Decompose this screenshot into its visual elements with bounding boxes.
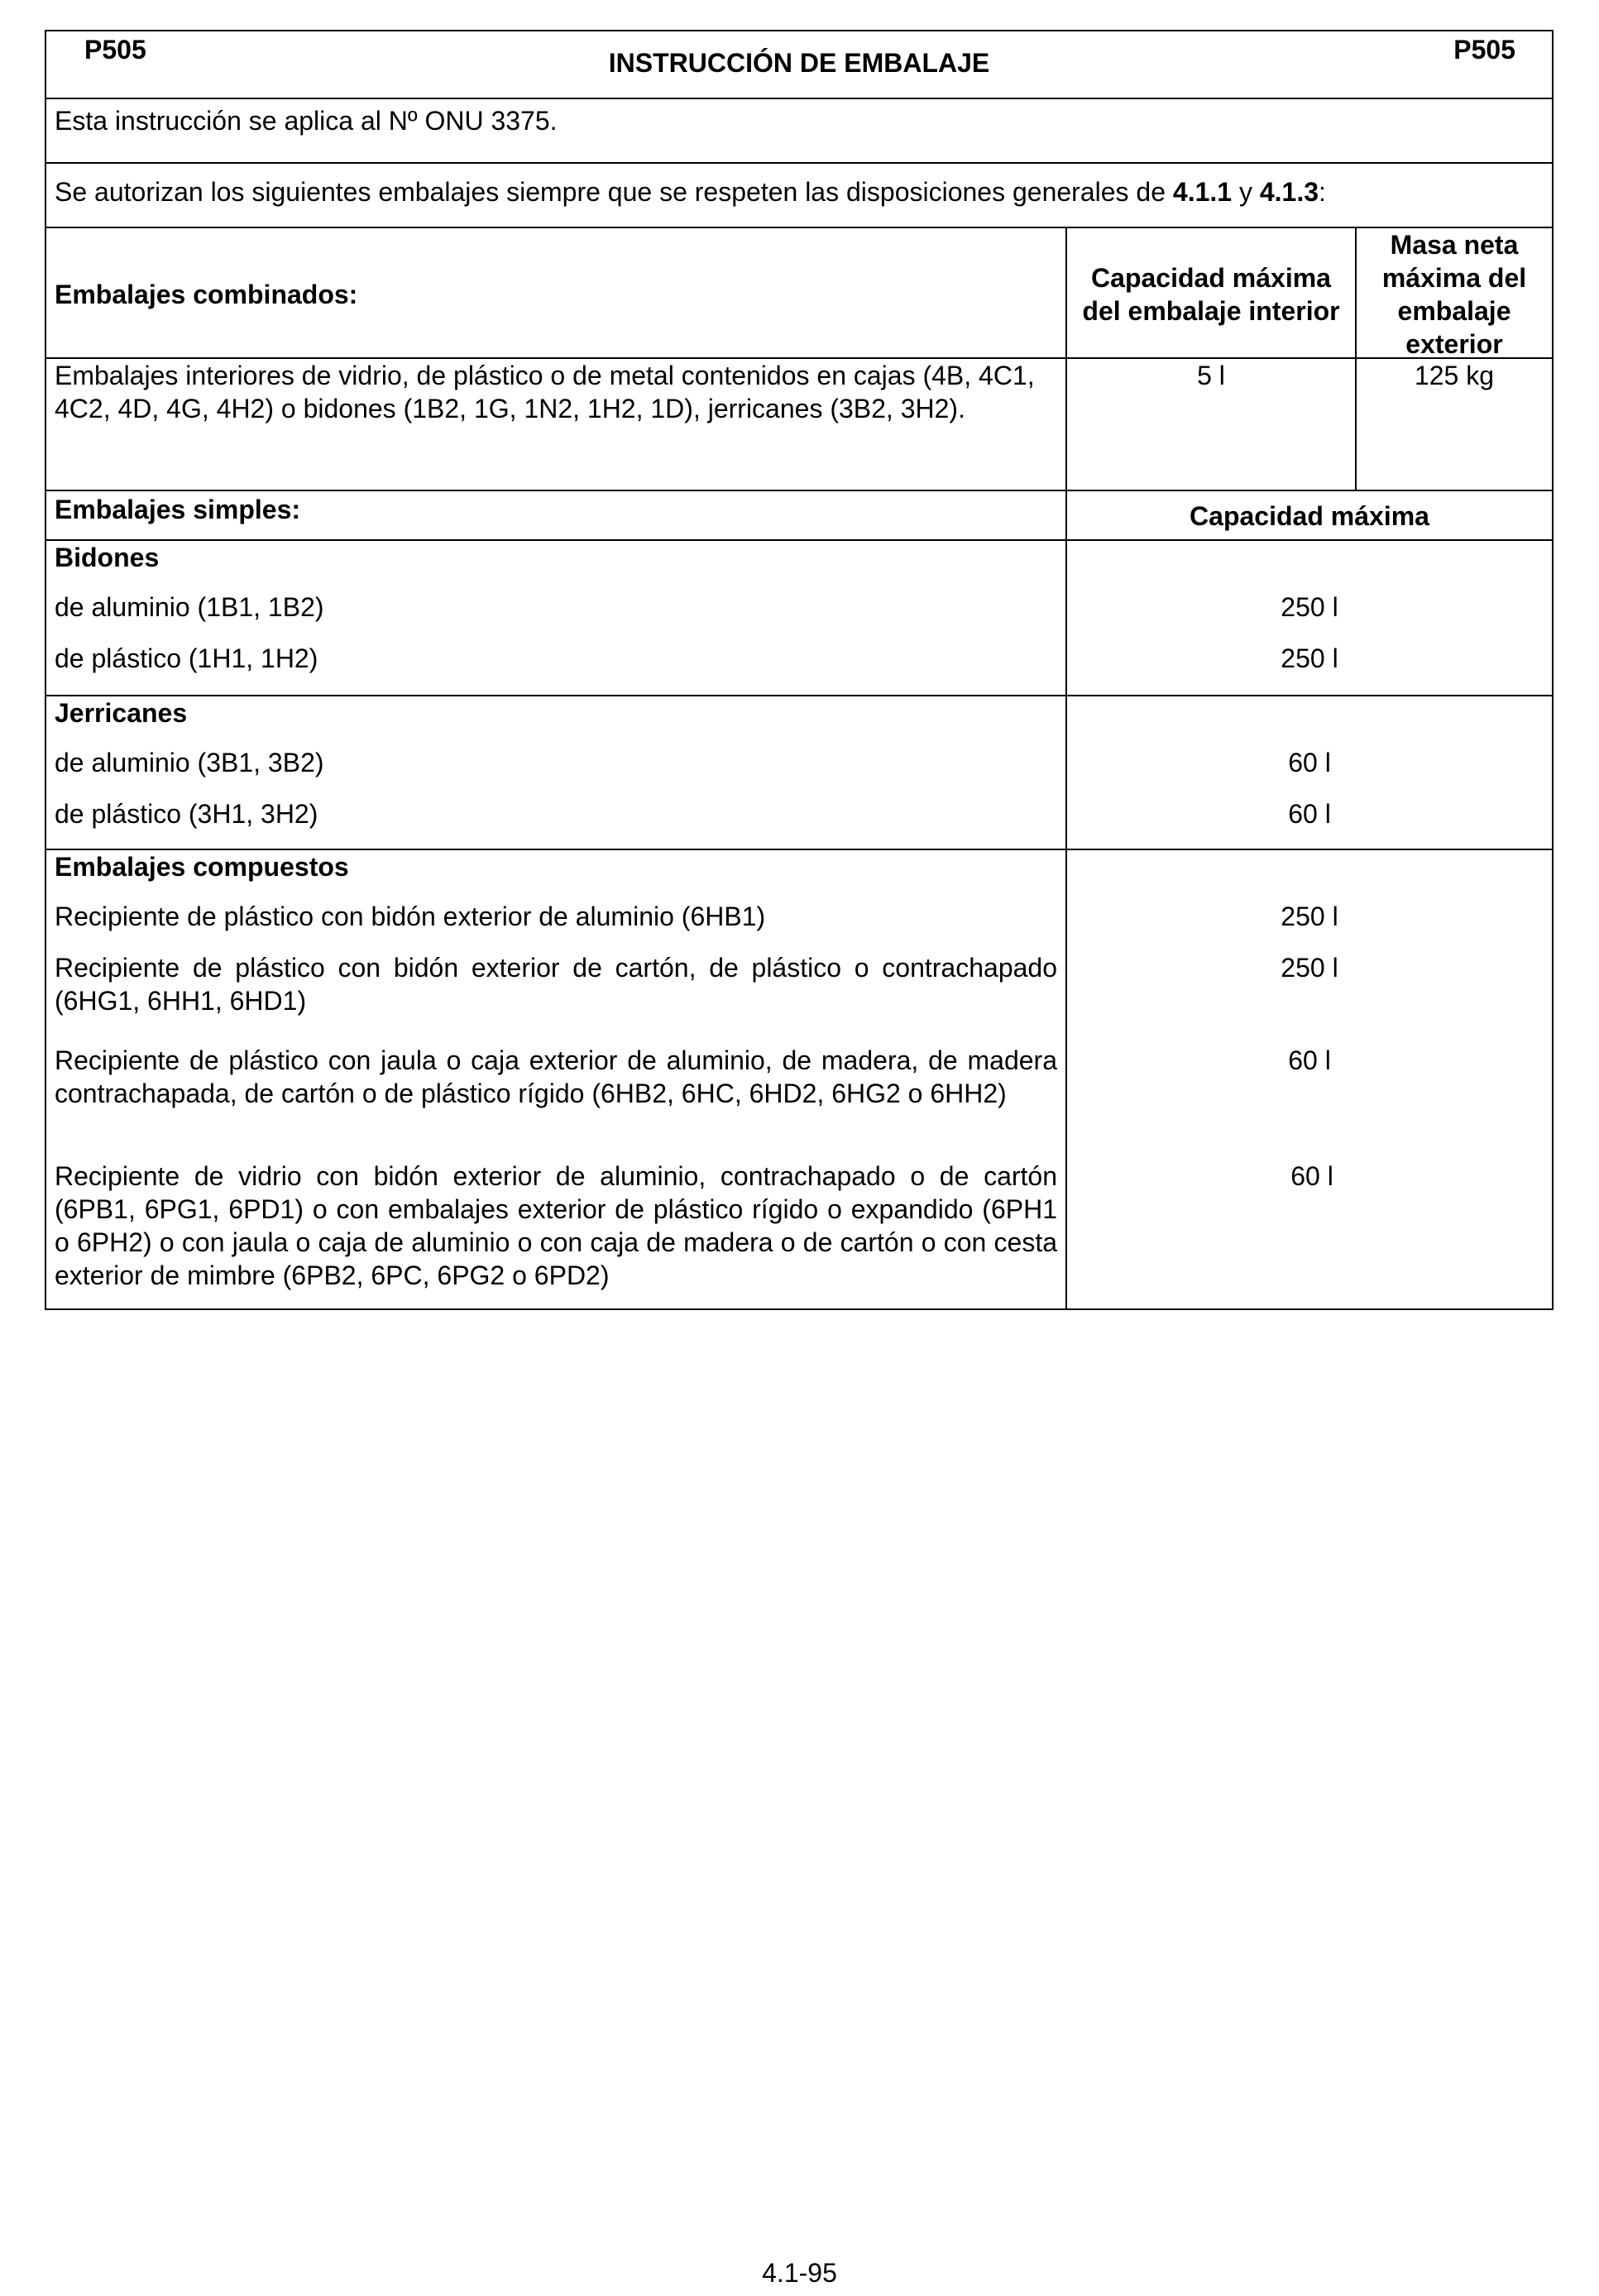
combined-heading bbox=[46, 228, 1065, 361]
instruction-code-left: P505 bbox=[84, 35, 146, 65]
composite-item-3: Recipiente de plástico con jaula o caja exterior de aluminio, de madera, de madera contrachapada, de cartón o de plástico rígido (6HB2, 6HC, 6HD2, 6HG2 o 6HH2) bbox=[55, 1045, 1057, 1108]
combined-description bbox=[46, 359, 1065, 490]
inner-capacity-value-text: 5 l bbox=[1197, 361, 1225, 390]
drums-heading: Bidones bbox=[55, 543, 160, 572]
composite-capacity-4: 60 l bbox=[1290, 1161, 1333, 1191]
single-header-row bbox=[45, 490, 1554, 539]
composite-item-1: Recipiente de plástico con bidón exterior de aluminio (6HB1) bbox=[55, 902, 766, 931]
composite-item-2: Recipiente de plástico con bidón exterior de cartón, de plástico o contrachapado (6HG1, 6HH1, 6HD1) bbox=[55, 953, 1057, 1016]
single-heading-text: Embalajes simples: bbox=[55, 495, 301, 524]
composite-capacity-2: 250 l bbox=[1281, 953, 1338, 983]
authorization-connector: y bbox=[1232, 177, 1260, 207]
outer-mass-col-header-text: Masa neta máxima del embalaje exterior bbox=[1381, 230, 1527, 359]
authorization-ref-2: 4.1.3 bbox=[1259, 177, 1319, 207]
drums-item-aluminium: de aluminio (1B1, 1B2) bbox=[55, 592, 324, 622]
instruction-title: INSTRUCCIÓN DE EMBALAJE bbox=[608, 48, 990, 78]
drums-capacity-aluminium: 250 l bbox=[1281, 592, 1338, 622]
single-capacity-col-header-text: Capacidad máxima bbox=[1190, 501, 1429, 531]
jerricans-capacity-plastic: 60 l bbox=[1288, 799, 1331, 829]
composite-capacity-3: 60 l bbox=[1288, 1045, 1331, 1075]
drums-section bbox=[45, 539, 1554, 695]
outer-mass-col-header bbox=[1355, 228, 1552, 361]
inner-capacity-value bbox=[1065, 359, 1355, 490]
authorization-text: Se autorizan los siguientes embalajes siempre que se respeten las disposiciones generales de bbox=[55, 177, 1173, 207]
single-heading bbox=[46, 491, 1065, 539]
instruction-header bbox=[45, 30, 1554, 98]
drums-item-plastic: de plástico (1H1, 1H2) bbox=[55, 643, 318, 673]
drums-capacity-plastic: 250 l bbox=[1281, 643, 1338, 673]
combined-description-text: Embalajes interiores de vidrio, de plástico o de metal contenidos en cajas (4B, 4C1, 4C2, 4D, 4G, 4H2) o bidones (1B2, 1G, 1N2, 1H2, 1D), jerricanes (3B2, 3H2). bbox=[55, 361, 1035, 423]
composite-section bbox=[45, 849, 1554, 1310]
composite-labels bbox=[46, 850, 1065, 1308]
authorization-row bbox=[45, 162, 1554, 227]
jerricans-capacity-aluminium: 60 l bbox=[1288, 748, 1331, 777]
applies-text: Esta instrucción se aplica al Nº ONU 3375. bbox=[55, 106, 558, 136]
jerricans-capacities bbox=[1065, 696, 1552, 849]
jerricans-item-plastic: de plástico (3H1, 3H2) bbox=[55, 799, 318, 829]
composite-capacity-1: 250 l bbox=[1281, 902, 1338, 931]
applies-row bbox=[45, 98, 1554, 162]
authorization-ref-1: 4.1.1 bbox=[1172, 177, 1233, 207]
authorization-colon: : bbox=[1319, 177, 1326, 207]
inner-capacity-col-header-text: Capacidad máxima del embalaje interior bbox=[1082, 263, 1340, 326]
combined-heading-text: Embalajes combinados: bbox=[55, 280, 358, 309]
instruction-code-right: P505 bbox=[1453, 35, 1515, 65]
drums-capacities bbox=[1065, 541, 1552, 695]
jerricans-heading: Jerricanes bbox=[55, 698, 188, 728]
composite-capacities bbox=[1065, 850, 1552, 1308]
packing-instruction-table bbox=[45, 30, 1554, 1310]
jerricans-labels bbox=[46, 696, 1065, 849]
jerricans-section bbox=[45, 695, 1554, 849]
composite-heading: Embalajes compuestos bbox=[55, 852, 349, 882]
composite-item-4: Recipiente de vidrio con bidón exterior de aluminio, contrachapado o de cartón (6PB1, 6PG1, 6PD1) o con embalajes exterior de plástico rígido o expandido (6PH1 o 6PH2) o con jaula o caja de aluminio o con caja de madera o de cartón o con cesta exterior de mimbre (6PB2, 6PC, 6PG2 o 6PD2) bbox=[55, 1161, 1057, 1290]
outer-mass-value bbox=[1355, 359, 1552, 490]
inner-capacity-col-header bbox=[1065, 228, 1355, 361]
single-capacity-col-header bbox=[1065, 491, 1552, 539]
drums-labels bbox=[46, 541, 1065, 695]
jerricans-item-aluminium: de aluminio (3B1, 3B2) bbox=[55, 748, 324, 777]
combined-content-row bbox=[45, 357, 1554, 490]
combined-header-row bbox=[45, 227, 1554, 357]
page-number: 4.1-95 bbox=[762, 2258, 837, 2288]
outer-mass-value-text: 125 kg bbox=[1414, 361, 1495, 390]
